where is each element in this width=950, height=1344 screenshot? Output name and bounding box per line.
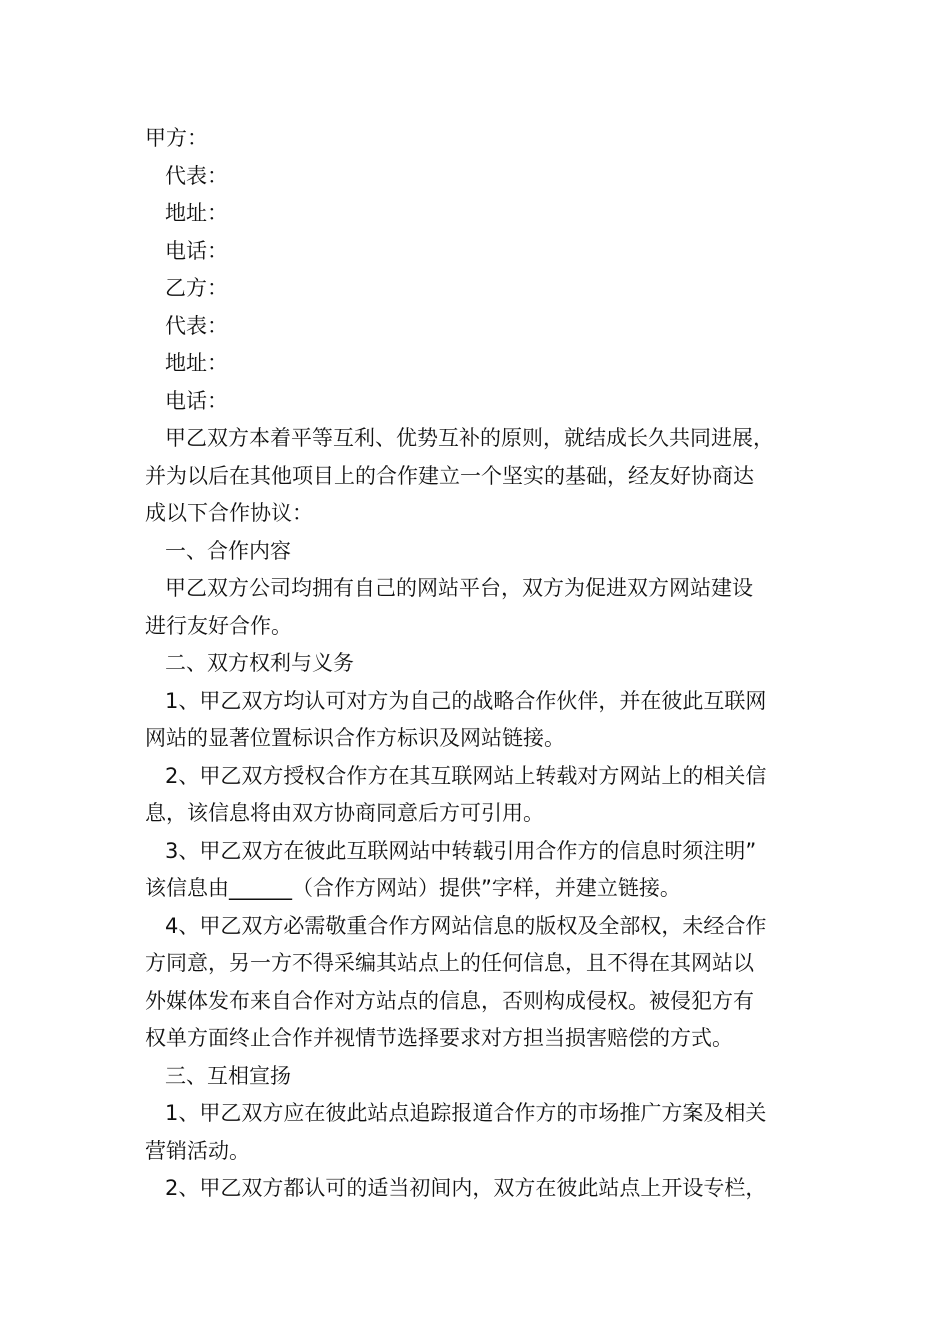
party-a-representative: 代表：	[165, 163, 228, 188]
body-line: 2、甲乙双方都认可的适当初间内，双方在彼此站点上开设专栏，	[165, 1176, 767, 1200]
party-a-label: 甲方：	[145, 126, 208, 150]
section2-item2	[145, 758, 810, 833]
party-a-address: 地址：	[165, 201, 228, 225]
intro-line: 成以下合作协议：	[145, 501, 313, 525]
intro-line: 甲乙双方本着平等互利、优势互补的原则，就结成长久共同进展，	[165, 426, 774, 450]
body-line: 该信息由______（合作方网站）提供”字样，并建立链接。	[145, 876, 681, 900]
body-line: 网站的显著位置标识合作方标识及网站链接。	[145, 726, 565, 750]
body-line: 进行友好合作。	[145, 613, 292, 638]
party-b-label: 乙方：	[165, 276, 228, 300]
section2-item1	[145, 683, 810, 758]
party-b-phone: 电话：	[165, 388, 228, 413]
body-line: 甲乙双方公司均拥有自己的网站平台，双方为促进双方网站建设	[165, 576, 753, 600]
body-line: 外媒体发布来自合作对方站点的信息，否则构成侵权。被侵犯方有	[145, 988, 754, 1013]
body-line: 4、甲乙双方必需敬重合作方网站信息的版权及全部权，未经合作	[165, 913, 767, 938]
section2-item3	[145, 833, 810, 908]
body-line: 权单方面终止合作并视情节选择要求对方担当损害赔偿的方式。	[145, 1026, 733, 1050]
body-line: 1、甲乙双方应在彼此站点追踪报道合作方的市场推广方案及相关	[165, 1101, 767, 1125]
party-b-address: 地址：	[165, 351, 228, 375]
body-line: 3、甲乙双方在彼此互联网站中转载引用合作方的信息时须注明”	[165, 838, 757, 863]
section1-body	[145, 570, 810, 645]
contract-page	[145, 120, 810, 1208]
intro-paragraph	[145, 420, 810, 533]
section3-item1	[145, 1095, 810, 1170]
section2-heading: 二、双方权利与义务	[165, 651, 354, 675]
section3-heading: 三、互相宣扬	[165, 1063, 291, 1088]
body-line: 息，该信息将由双方协商同意后方可引用。	[145, 801, 544, 825]
section1-heading: 一、合作内容	[165, 538, 291, 563]
body-line: 1、甲乙双方均认可对方为自己的战略合作伙伴，并在彼此互联网	[165, 688, 767, 713]
intro-line: 并为以后在其他项目上的合作建立一个坚实的基础，经友好协商达	[145, 463, 754, 488]
section2-item4	[145, 908, 810, 1058]
body-line: 2、甲乙双方授权合作方在其互联网站上转载对方网站上的相关信	[165, 763, 767, 788]
party-a-phone: 电话：	[165, 238, 228, 263]
party-b-representative: 代表：	[165, 313, 228, 338]
body-line: 方同意，另一方不得采编其站点上的任何信息，且不得在其网站以	[145, 951, 754, 975]
section3-item2	[145, 1170, 810, 1208]
body-line: 营销活动。	[145, 1138, 250, 1163]
